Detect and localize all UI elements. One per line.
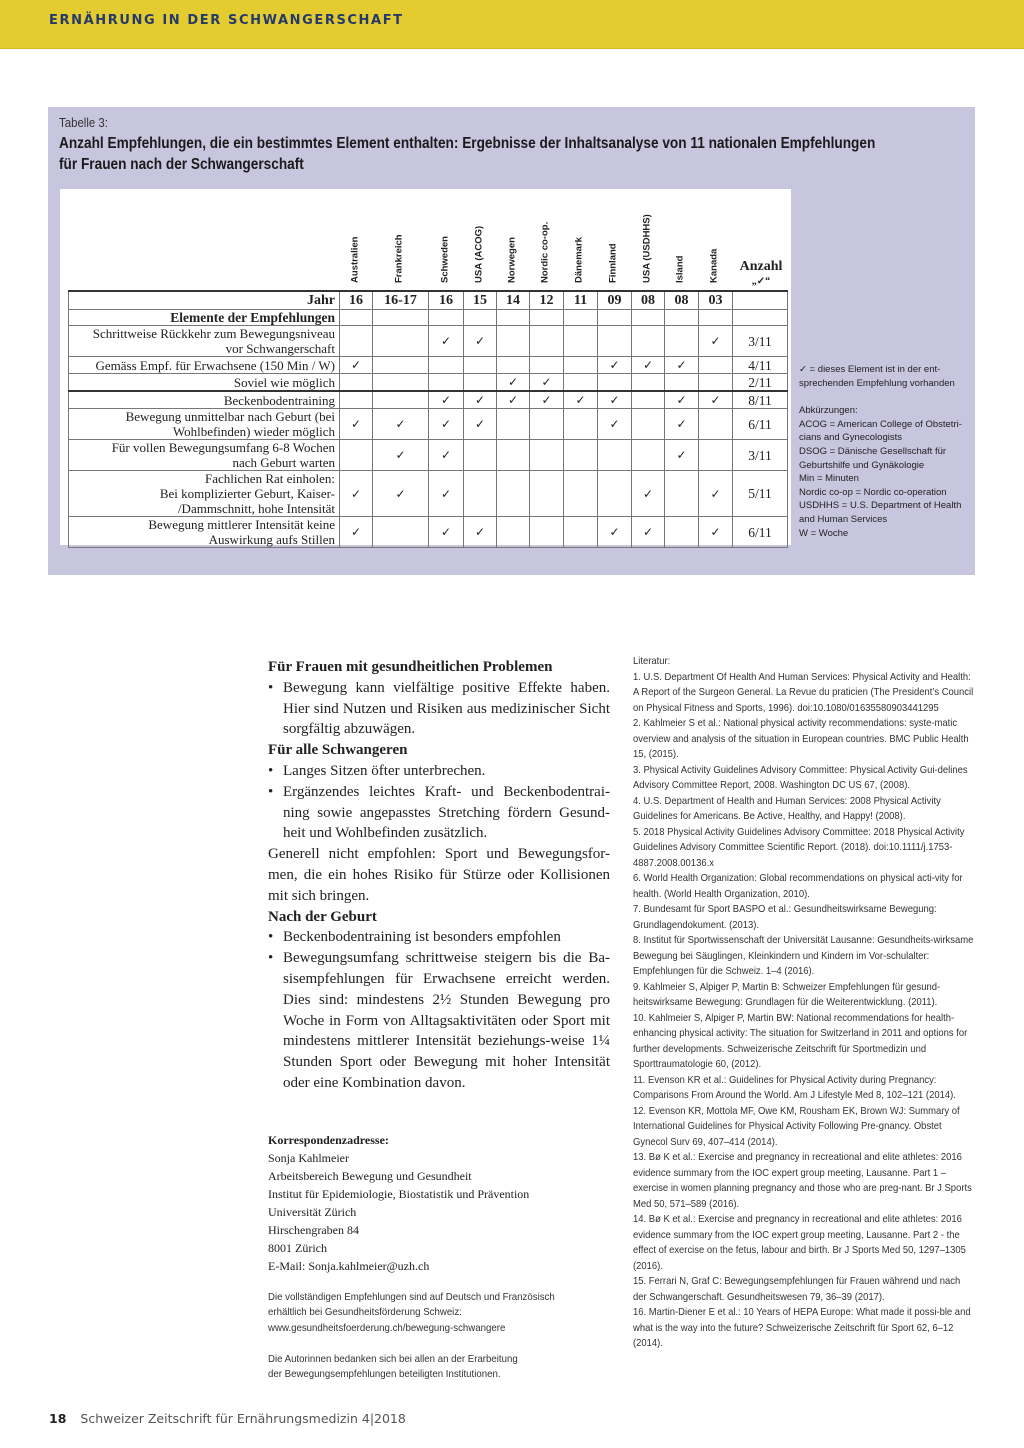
abbreviation-item: Min = Minuten	[799, 473, 859, 485]
empty-cell	[665, 326, 699, 357]
checkmark-icon: ✓	[474, 525, 486, 539]
column-header	[562, 189, 596, 287]
checkmark-icon: ✓	[609, 393, 620, 407]
empty-cell	[464, 471, 497, 517]
checkmark-icon: ✓	[575, 393, 586, 407]
empty-cell	[699, 409, 733, 440]
country-label: Dänemark	[573, 237, 585, 283]
acknowledgement-note	[268, 1352, 585, 1383]
empty-cell	[598, 326, 632, 357]
table-row	[69, 374, 788, 392]
check-cell	[665, 357, 699, 374]
check-cell	[373, 471, 429, 517]
element-label	[69, 374, 340, 392]
element-label-line: Gemäss Empf. für Erwachsene (150 Min / W)	[95, 357, 335, 373]
count-header-sub: „✓“	[751, 276, 771, 287]
checkmark-icon: ✓	[440, 393, 452, 407]
element-label-line: Bewegung unmittelbar nach Geburt (bei	[125, 409, 335, 424]
checkmark-icon: ✓	[710, 334, 721, 348]
note-line: der Bewegungsempfehlungen beteiligten Institutionen.	[268, 1368, 501, 1381]
element-label-line: Soviel wie möglich	[233, 374, 335, 390]
empty-cell	[564, 326, 598, 357]
address-line: 8001 Zürich	[268, 1241, 327, 1255]
empty-cell	[340, 391, 373, 409]
availability-link[interactable]: www.gesundheitsfoerderung.ch/bewegung-schwangere	[268, 1321, 506, 1334]
check-cell	[699, 391, 733, 409]
empty-cell	[497, 517, 530, 548]
count-value: 5/11	[733, 471, 788, 517]
empty-cell	[464, 357, 497, 374]
empty-cell	[564, 374, 598, 392]
empty-cell	[464, 310, 497, 326]
empty-cell	[699, 374, 733, 392]
empty-cell	[699, 357, 733, 374]
empty-cell	[632, 391, 665, 409]
check-cell	[699, 471, 733, 517]
check-cell	[340, 357, 373, 374]
check-cell	[340, 471, 373, 517]
year-cell: 03	[699, 291, 733, 310]
literature-list	[633, 654, 978, 1352]
paragraph: Generell nicht empfohlen: Sport und Bewegungsfor-men, die ein hohes Risiko für Stürze oder Kollisionen mit sich bringen.	[268, 846, 610, 904]
section-title: ERNÄHRUNG IN DER SCHWANGERSCHAFT	[49, 13, 404, 28]
table-title	[59, 133, 876, 175]
country-label: Nordic co-op.	[539, 221, 551, 283]
empty-cell	[373, 517, 429, 548]
table-panel	[48, 107, 975, 575]
table-grid	[68, 290, 788, 548]
check-cell	[598, 409, 632, 440]
reference-item: 4. U.S. Department of Health and Human Services: 2008 Physical Activity Guidelines for Americans. Be Active, Healthy, and Happy! (2008).	[633, 794, 941, 822]
empty-cell	[530, 440, 564, 471]
check-cell	[340, 517, 373, 548]
bullet-item: • Langes Sitzen öfter unterbrechen.	[268, 761, 610, 782]
table-row	[69, 517, 788, 548]
checkmark-icon: ✓	[609, 417, 620, 431]
abbreviation-item: USDHHS = U.S. Department of Health and Human Services	[799, 500, 962, 525]
reference-item: 6. World Health Organization: Global recommendations on physical acti-vity for health. (World Health Organization, 2010).	[633, 872, 963, 900]
checkmark-icon: ✓	[676, 358, 687, 372]
empty-cell	[429, 357, 464, 374]
empty-cell	[340, 440, 373, 471]
subheading: Nach der Geburt	[268, 908, 377, 925]
element-label	[69, 409, 340, 440]
reference-item: 16. Martin-Diener E et al.: 10 Years of HEPA Europe: What made it possi-ble and what is the way into the future? Schweizerische Zeitschrift für Sport 62, 6–12 (2014).	[633, 1306, 971, 1349]
empty-cell	[464, 440, 497, 471]
year-cell: 15	[464, 291, 497, 310]
table-row	[69, 391, 788, 409]
table-title-line: für Frauen nach der Schwangerschaft	[59, 156, 304, 173]
country-label: Norwegen	[506, 237, 517, 283]
country-label: Finnland	[607, 243, 619, 283]
column-header	[528, 189, 562, 287]
page-footer	[49, 1411, 406, 1426]
reference-item: 10. Kahlmeier S, Alpiger P, Martin BW: National recommendations for health-enhancing physical activity: The situation for Switzerland in 2011 and options for further developments. Schweizerische Zeitschrift für Sportmedizin und Sporttraumatologie 60, (2012).	[633, 1011, 968, 1070]
year-cell: 16	[340, 291, 373, 310]
year-cell: 08	[632, 291, 665, 310]
column-header	[371, 189, 427, 287]
address-line: Hirschengraben 84	[268, 1223, 359, 1237]
element-label-line: /Dammschnitt, hohe Intensität	[177, 501, 335, 516]
reference-item: 5. 2018 Physical Activity Guidelines Advisory Committee: 2018 Physical Activity Guidelines Advisory Committee Scientific Report. (2018). doi:10.1111/j.1753-4887.2008.00136.x	[633, 825, 965, 869]
check-cell	[373, 440, 429, 471]
count-value: 4/11	[733, 357, 788, 374]
count-value: 2/11	[733, 374, 788, 392]
check-cell	[598, 357, 632, 374]
year-row	[69, 291, 788, 310]
column-header	[462, 189, 495, 287]
empty-cell	[564, 517, 598, 548]
empty-cell	[340, 310, 373, 326]
reference-item: 7. Bundesamt für Sport BASPO et al.: Gesundheitswirksame Bewegung: Grundlagendokument. (2013).	[633, 903, 937, 931]
check-cell	[373, 409, 429, 440]
empty-cell	[530, 357, 564, 374]
checkmark-icon: ✓	[609, 358, 620, 372]
empty-cell	[598, 440, 632, 471]
empty-cell	[564, 409, 598, 440]
empty-cell	[665, 471, 699, 517]
empty-cell	[632, 326, 665, 357]
empty-cell	[564, 440, 598, 471]
check-cell	[497, 374, 530, 392]
check-cell	[699, 517, 733, 548]
element-label	[69, 391, 340, 409]
empty-cell	[632, 374, 665, 392]
address-line: Arbeitsbereich Bewegung und Gesundheit	[268, 1169, 472, 1183]
element-label-line: Für vollen Bewegungsumfang 6-8 Wochen	[111, 440, 335, 455]
checkmark-icon: ✓	[507, 375, 519, 389]
empty-cell	[497, 310, 530, 326]
empty-cell	[530, 471, 564, 517]
bullet-item: • Ergänzendes leichtes Kraft- und Beckenbodentrai-ning sowie angepasstes Stretching fördern Gesund-heit und Wohlbefinden zusätzlich.	[268, 782, 610, 844]
reference-item: 14. Bø K et al.: Exercise and pregnancy in recreational and elite athletes: 2016 evidence summary from the IOC expert group meeting, Lausanne. Part 2 - the effect of exercise on the fetus, labour and birth. Br J Sports Med 50, 1297–1305 (2016).	[633, 1213, 966, 1272]
empty-cell	[598, 310, 632, 326]
empty-cell	[530, 326, 564, 357]
empty-cell	[373, 357, 429, 374]
country-label: Kanada	[708, 248, 720, 283]
element-label	[69, 440, 340, 471]
checkmark-icon: ✓	[474, 393, 486, 407]
checkmark-icon: ✓	[642, 358, 654, 372]
checkmark-icon: ✓	[676, 393, 687, 407]
empty-cell	[373, 374, 429, 392]
element-label-line: Bewegung mittlerer Intensität keine	[148, 517, 335, 532]
reference-item: 8. Institut für Sportwissenschaft der Universität Lausanne: Gesundheits-wirksame Bewegung bei Säuglingen, Kleinkindern und Kindern im Vor-schulalter: Empfehlungen für die Schweiz. 1–4 (2016).	[633, 934, 974, 977]
check-cell	[665, 409, 699, 440]
empty-cell	[464, 374, 497, 392]
country-label: Island	[674, 255, 686, 283]
country-label: Frankreich	[393, 234, 405, 283]
checkmark-icon: ✓	[541, 393, 552, 407]
check-cell	[598, 517, 632, 548]
empty-cell	[665, 374, 699, 392]
element-label-line: vor Schwangerschaft	[225, 341, 335, 356]
check-cell	[429, 391, 464, 409]
checkmark-icon: ✓	[440, 334, 452, 348]
email-address[interactable]: E-Mail: Sonja.kahlmeier@uzh.ch	[268, 1259, 430, 1273]
empty-cell	[497, 357, 530, 374]
check-cell	[632, 517, 665, 548]
empty-cell	[632, 310, 665, 326]
note-line: erhältlich bei Gesundheitsförderung Schweiz:	[268, 1306, 462, 1319]
empty-cell	[564, 471, 598, 517]
year-cell: 09	[598, 291, 632, 310]
legend-check-note: ✓ = dieses Element ist in der ent-sprechenden Empfehlung vorhanden	[799, 364, 955, 389]
empty-cell	[429, 310, 464, 326]
address-line: Sonja Kahlmeier	[268, 1151, 349, 1165]
bullet-item: • Bewegung kann vielfältige positive Effekte haben. Hier sind Nutzen und Risiken aus medizinischer Sicht sorgfältig abzuwägen.	[268, 678, 610, 740]
element-label-line: Auswirkung aufs Stillen	[208, 532, 335, 547]
empty-cell	[497, 326, 530, 357]
table-row	[69, 409, 788, 440]
reference-item: 2. Kahlmeier S et al.: National physical activity recommendations: syste-matic overview and analysis of the situation in European countries. BMC Public Health 15, (2015).	[633, 717, 969, 760]
check-cell	[699, 326, 733, 357]
recommendations-table	[60, 189, 791, 545]
checkmark-icon: ✓	[395, 417, 406, 431]
note-line: Die Autorinnen bedanken sich bei allen an der Erarbeitung	[268, 1353, 518, 1365]
reference-item: 12. Evenson KR, Mottola MF, Owe KM, Rousham EK, Brown WJ: Summary of International Guidelines for Physical Activity Following Pre-gnancy. Obstet Gynecol Surv 69, 407–414 (2014).	[633, 1104, 960, 1148]
check-cell	[564, 391, 598, 409]
abbreviation-item: DSOG = Dänische Gesellschaft für Geburtshilfe und Gynäkologie	[799, 445, 947, 471]
table-row	[69, 471, 788, 517]
empty-cell	[632, 440, 665, 471]
checkmark-icon: ✓	[676, 448, 687, 462]
checkmark-icon: ✓	[474, 417, 486, 431]
correspondence-address	[268, 1131, 608, 1275]
check-cell	[464, 409, 497, 440]
empty-cell	[632, 409, 665, 440]
column-header	[663, 189, 697, 287]
element-label-line: Wohlbefinden) wieder möglich	[172, 424, 335, 439]
empty-cell	[340, 374, 373, 392]
address-line: Institut für Epidemiologie, Biostatistik und Prävention	[268, 1187, 530, 1201]
check-cell	[665, 391, 699, 409]
checkmark-icon: ✓	[440, 525, 452, 539]
reference-item: 1. U.S. Department Of Health And Human Services: Physical Activity and Health: A Report of the Surgeon General. La Revue du praticien (The President’s Council on Physical Fitness and Sports, 1996). doi:10.1080/01635580903441295	[633, 670, 974, 714]
abbreviation-item: W = Woche	[799, 527, 849, 539]
reference-item: 15. Ferrari N, Graf C: Bewegungsempfehlungen für Frauen während und nach der Schwangerschaft. Gesundheitswesen 79, 36–39 (2017).	[633, 1275, 961, 1303]
bullet-item: • Bewegungsumfang schrittweise steigern bis die Ba-sisempfehlungen für Erwachsene erreicht werden. Dies sind: mindestens 2½ Stunden Bewegung pro Woche in Form von Alltagsaktivitäten oder Sport mit mindestens mittlerer Intensität beziehungs-weise 1¼ Stunden Sport oder Bewegung mit hoher Intensität oder eine Kombination davon.	[268, 948, 610, 1094]
checkmark-icon: ✓	[440, 448, 452, 462]
column-header	[697, 189, 731, 287]
legend-abbr-title: Abkürzungen:	[799, 405, 858, 417]
reference-item: 13. Bø K et al.: Exercise and pregnancy in recreational and elite athletes: 2016 evidence summary from the IOC expert group meeting, Lausanne. Part 1 – exercise in women planning pregnancy and those who are preg-nant. Br J Sports Med 50, 571–589 (2016).	[633, 1151, 972, 1210]
elements-header-row	[69, 310, 788, 326]
check-cell	[340, 409, 373, 440]
empty-cell	[733, 310, 788, 326]
element-label	[69, 471, 340, 517]
bullet-item: • Beckenbodentraining ist besonders empfohlen	[268, 927, 610, 948]
empty-cell	[598, 374, 632, 392]
empty-cell	[564, 357, 598, 374]
element-label	[69, 517, 340, 548]
empty-cell	[373, 326, 429, 357]
empty-cell	[497, 409, 530, 440]
check-cell	[632, 357, 665, 374]
checkmark-icon: ✓	[642, 525, 654, 539]
table-row	[69, 326, 788, 357]
count-value: 3/11	[733, 440, 788, 471]
abbreviation-item: Nordic co-op = Nordic co-operation	[799, 486, 947, 498]
checkmark-icon: ✓	[350, 417, 362, 431]
empty-cell	[699, 440, 733, 471]
empty-cell	[598, 471, 632, 517]
element-label	[69, 357, 340, 374]
count-cell	[733, 291, 788, 310]
empty-cell	[429, 374, 464, 392]
page-number: 18	[49, 1411, 67, 1426]
element-label	[69, 326, 340, 357]
count-value: 8/11	[733, 391, 788, 409]
check-cell	[429, 471, 464, 517]
year-cell: 08	[665, 291, 699, 310]
check-cell	[464, 326, 497, 357]
check-cell	[665, 440, 699, 471]
table-title-line: Anzahl Empfehlungen, die ein bestimmtes Element enthalten: Ergebnisse der Inhaltsanalyse von 11 nationalen Empfehlungen	[59, 135, 876, 152]
year-label: Jahr	[69, 291, 340, 310]
check-cell	[598, 391, 632, 409]
element-label-line: Bei komplizierter Geburt, Kaiser-	[159, 486, 335, 501]
reference-item: 9. Kahlmeier S, Alpiger P, Martin B: Schweizer Empfehlungen für gesund-heitswirksame Bewegung: Grundlagen für die Weiterentwicklung. (2011).	[633, 980, 941, 1008]
year-cell: 12	[530, 291, 564, 310]
address-title: Korrespondenzadresse:	[268, 1133, 389, 1147]
check-cell	[530, 374, 564, 392]
element-label-line: Beckenbodentraining	[223, 392, 335, 408]
empty-cell	[373, 310, 429, 326]
subheading: Für Frauen mit gesundheitlichen Problemen	[268, 659, 553, 675]
checkmark-icon: ✓	[350, 358, 362, 372]
country-label: Australien	[349, 236, 360, 283]
checkmark-icon: ✓	[710, 486, 721, 501]
count-value: 3/11	[733, 326, 788, 357]
empty-cell	[497, 440, 530, 471]
checkmark-icon: ✓	[474, 334, 486, 348]
country-label: USA (ACOG)	[473, 225, 484, 283]
address-line: Universität Zürich	[268, 1205, 357, 1219]
table-row	[69, 357, 788, 374]
empty-cell	[497, 471, 530, 517]
check-cell	[429, 517, 464, 548]
element-label-line: Schrittweise Rückkehr zum Bewegungsniveau	[92, 326, 335, 341]
checkmark-icon: ✓	[541, 375, 552, 389]
checkmark-icon: ✓	[642, 486, 654, 501]
element-label-line: nach Geburt warten	[232, 455, 335, 470]
count-value: 6/11	[733, 517, 788, 548]
section-header-bar	[0, 0, 1024, 49]
check-cell	[429, 440, 464, 471]
table-legend	[799, 363, 969, 540]
table-label: Tabelle 3:	[59, 115, 108, 130]
note-line: Die vollständigen Empfehlungen sind auf Deutsch und Französisch	[268, 1291, 555, 1303]
availability-note	[268, 1290, 585, 1336]
check-cell	[464, 391, 497, 409]
elements-header: Elemente der Empfehlungen	[69, 310, 340, 326]
checkmark-icon: ✓	[710, 393, 721, 407]
checkmark-icon: ✓	[507, 393, 519, 407]
year-cell: 14	[497, 291, 530, 310]
table-row	[69, 440, 788, 471]
abbreviation-item: ACOG = American College of Obstetri-cians and Gynecologists	[799, 418, 962, 444]
reference-item: 3. Physical Activity Guidelines Advisory Committee: Physical Activity Gui-delines Advisory Committee Report, 2008. Washington DC US 67, (2008).	[633, 763, 968, 791]
country-label: Schweden	[439, 236, 450, 283]
empty-cell	[373, 391, 429, 409]
checkmark-icon: ✓	[440, 417, 452, 431]
checkmark-icon: ✓	[676, 417, 687, 431]
year-cell: 16	[429, 291, 464, 310]
checkmark-icon: ✓	[609, 525, 620, 539]
empty-cell	[665, 517, 699, 548]
checkmark-icon: ✓	[395, 448, 406, 462]
check-cell	[429, 326, 464, 357]
literature-title: Literatur:	[633, 655, 671, 667]
reference-item: 11. Evenson KR et al.: Guidelines for Physical Activity during Pregnancy: Comparisons From Around the World. Am J Lifestyle Med 8, 102–121 (2014).	[633, 1073, 956, 1101]
year-cell: 16-17	[373, 291, 429, 310]
column-header	[338, 189, 371, 287]
column-header	[596, 189, 630, 287]
count-value: 6/11	[733, 409, 788, 440]
empty-cell	[665, 310, 699, 326]
count-header-label: Anzahl	[739, 259, 783, 274]
column-header	[495, 189, 528, 287]
checkmark-icon: ✓	[395, 486, 406, 501]
count-header	[733, 259, 789, 289]
check-cell	[464, 517, 497, 548]
check-cell	[497, 391, 530, 409]
empty-cell	[530, 310, 564, 326]
empty-cell	[699, 310, 733, 326]
checkmark-icon: ✓	[710, 525, 721, 539]
journal-name: Schweizer Zeitschrift für Ernährungsmedizin 4|2018	[80, 1411, 406, 1426]
country-label: USA (USDHHS)	[641, 214, 652, 283]
empty-cell	[340, 326, 373, 357]
checkmark-icon: ✓	[350, 486, 362, 501]
empty-cell	[530, 409, 564, 440]
empty-cell	[564, 310, 598, 326]
check-cell	[429, 409, 464, 440]
check-cell	[530, 391, 564, 409]
empty-cell	[530, 517, 564, 548]
year-cell: 11	[564, 291, 598, 310]
checkmark-icon: ✓	[440, 486, 452, 501]
subheading: Für alle Schwangeren	[268, 742, 408, 759]
check-cell	[632, 471, 665, 517]
column-header	[427, 189, 462, 287]
checkmark-icon: ✓	[350, 525, 362, 539]
body-text	[268, 657, 610, 1094]
column-header	[630, 189, 663, 287]
element-label-line: Fachlichen Rat einholen:	[205, 471, 335, 486]
